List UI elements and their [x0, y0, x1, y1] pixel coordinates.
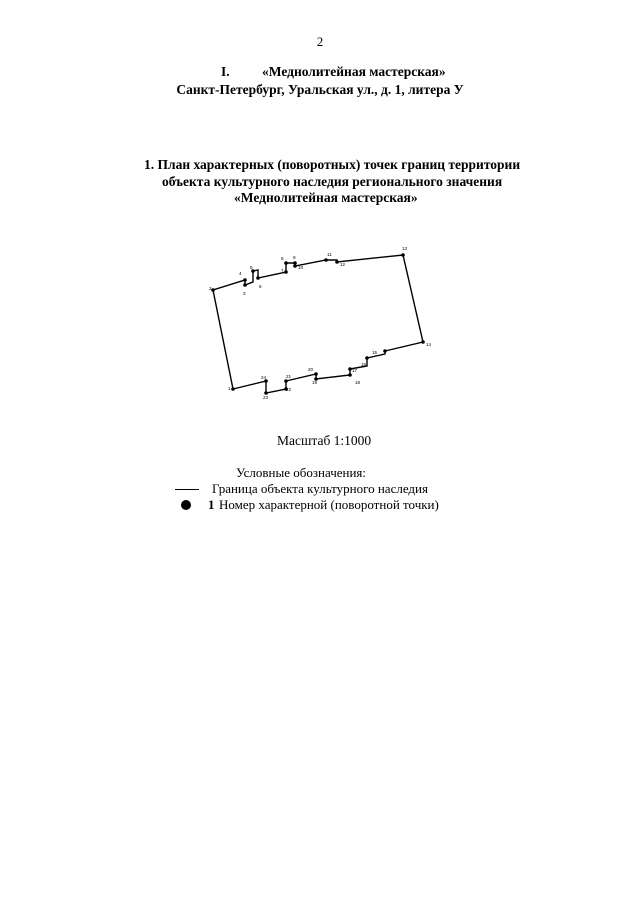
boundary-point-label: 17 — [352, 368, 358, 373]
boundary-point-label: 7 — [281, 268, 284, 273]
boundary-point-label: 21 — [286, 374, 292, 379]
boundary-point-label: 2 — [209, 286, 212, 291]
boundary-point-label: 4 — [239, 271, 242, 276]
legend-point-number: 1 — [208, 497, 215, 512]
boundary-point-label: 5 — [250, 265, 253, 270]
boundary-point-marker — [211, 288, 215, 292]
legend-title: Условные обозначения: — [236, 465, 367, 480]
boundary-point-label: 1 — [228, 386, 231, 391]
boundary-point-label: 24 — [261, 375, 267, 380]
boundary-point-label: 16 — [361, 362, 367, 367]
boundary-point-marker — [256, 276, 260, 280]
page-number: 2 — [316, 34, 324, 49]
plan-title-line-2: объекта культурного наследия регионального значения — [162, 174, 503, 189]
boundary-line — [213, 255, 423, 393]
boundary-point-marker — [348, 373, 352, 377]
boundary-point-marker — [243, 278, 247, 282]
boundary-point-marker — [293, 264, 297, 268]
section-number: I. — [221, 64, 230, 79]
boundary-point-marker — [383, 349, 387, 353]
section-title: «Меднолитейная мастерская» — [262, 64, 446, 79]
boundary-point-label: 15 — [372, 350, 378, 355]
boundary-point-marker — [401, 253, 405, 257]
boundary-point-label: 3 — [243, 291, 246, 296]
boundary-point-label: 20 — [308, 367, 314, 372]
boundary-points — [209, 246, 432, 400]
boundary-point-label: 9 — [293, 255, 296, 260]
boundary-point-marker — [324, 258, 328, 262]
legend-boundary-label: Граница объекта культурного наследия — [212, 481, 428, 496]
boundary-point-marker — [335, 260, 339, 264]
boundary-point-label: 23 — [263, 395, 269, 400]
boundary-point-label: 18 — [355, 380, 361, 385]
boundary-point-label: 22 — [286, 387, 292, 392]
boundary-point-label: 11 — [327, 252, 332, 257]
legend-point-label: Номер характерной (поворотной точки) — [219, 497, 439, 512]
boundary-point-marker — [243, 283, 247, 287]
boundary-point-marker — [314, 372, 318, 376]
boundary-point-marker — [365, 356, 369, 360]
boundary-line-sample-icon — [175, 489, 199, 490]
boundary-point-marker — [284, 379, 288, 383]
boundary-point-label: 8 — [281, 256, 284, 261]
boundary-point-label: 6 — [259, 284, 262, 289]
boundary-point-marker — [284, 261, 288, 265]
address-line: Санкт-Петербург, Уральская ул., д. 1, литера У — [176, 82, 464, 97]
boundary-plan — [200, 238, 440, 408]
boundary-point-marker — [231, 387, 235, 391]
plan-title-line-1: 1. План характерных (поворотных) точек границ территории — [144, 157, 521, 172]
boundary-point-marker — [284, 270, 288, 274]
scale-label: Масштаб 1:1000 — [277, 433, 372, 448]
boundary-point-label: 19 — [312, 380, 318, 385]
plan-title-line-3: «Меднолитейная мастерская» — [234, 190, 418, 205]
boundary-point-label: 12 — [340, 262, 346, 267]
boundary-point-label: 14 — [426, 342, 432, 347]
boundary-point-marker — [421, 340, 425, 344]
boundary-point-label: 13 — [402, 246, 408, 251]
point-marker-icon — [181, 500, 191, 510]
boundary-point-label: 10 — [298, 265, 304, 270]
